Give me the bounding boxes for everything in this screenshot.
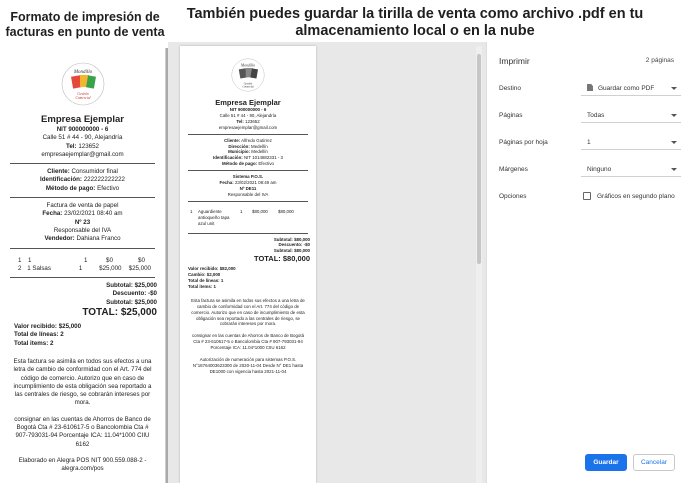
chevron-down-icon	[671, 168, 677, 171]
options-label: Opciones	[499, 193, 527, 200]
company-email: empresaejemplar@gmail.com	[218, 124, 278, 130]
page-count: 2 páginas	[645, 57, 674, 64]
payment-line: Método de pago: Efectivo	[222, 161, 274, 167]
lines-total: Total de líneas: 2	[14, 331, 64, 339]
payment-line: Método de pago: Efectivo	[45, 184, 120, 192]
chevron-down-icon	[671, 114, 677, 117]
margins-row	[499, 163, 677, 177]
print-title: Imprimir	[499, 56, 530, 66]
margins-label: Márgenes	[499, 166, 528, 173]
subtotal-line: Subtotal: $80,000	[273, 236, 310, 242]
separator	[188, 134, 308, 135]
pages-label: Páginas	[499, 112, 523, 119]
company-logo-icon	[231, 58, 265, 92]
customer-line: Cliente: Consumidor final	[47, 168, 118, 176]
discount-line: Descuento: -$0	[278, 242, 310, 248]
pages-per-sheet-select[interactable]: 1	[581, 136, 681, 150]
company-name: Empresa Ejemplar	[215, 98, 281, 107]
cancel-button[interactable]: Cancelar	[633, 454, 675, 471]
iva-responsible: Responsable del IVA	[53, 226, 112, 234]
print-settings-panel	[486, 42, 688, 483]
svg-text:Mondillo: Mondillo	[73, 70, 92, 75]
list-item: 2 1 Salsas 1 $25,000 $25,000	[18, 264, 151, 272]
margins-select[interactable]: Ninguno	[581, 163, 681, 177]
company-nit: NIT 900000000 - 6	[56, 126, 109, 133]
lines-total: Total de líneas: 1	[188, 278, 224, 284]
discount-line: Descuento: -$0	[112, 290, 157, 298]
background-graphics-checkbox[interactable]	[583, 192, 591, 200]
caption-right: También puedes guardar la tirilla de venta como archivo .pdf en tu almacenamiento local o en la nube	[186, 6, 644, 39]
footer-text: Elaborado en Alegra POS NIT 900.559.088-2 - alegra.com/pos	[18, 456, 147, 473]
company-name: Empresa Ejemplar	[41, 114, 124, 125]
chevron-down-icon	[671, 141, 677, 144]
invoice-date: Fecha: 23/02/2021 08:40 am	[42, 210, 123, 218]
invoice-number: Nº DE11	[239, 185, 257, 191]
left-receipt	[0, 48, 166, 483]
chevron-down-icon	[671, 87, 677, 90]
items-total: Total items: 2	[14, 339, 54, 347]
separator	[10, 197, 155, 198]
company-tel: Tel: 123652	[66, 142, 99, 150]
preview-scrollbar-thumb[interactable]	[477, 54, 481, 264]
destination-label: Destino	[499, 85, 522, 92]
svg-text:Comercial: Comercial	[242, 85, 254, 89]
svg-text:Comercial: Comercial	[74, 96, 91, 100]
pages-select[interactable]: Todas	[581, 109, 681, 123]
bank-text: consignar en las cuentas de Ahorros de Banco de Bogotá Cta # 23-610617-5 o Bancolombia Cta # 907-793031-94 Porcentaje ICA: 11.04*1000 CIIU 6162	[191, 333, 305, 351]
destination-row	[499, 82, 677, 96]
caption-left: Formato de impresión de facturas en punto de venta	[5, 10, 165, 39]
customer-address-line: Dirección: Medellín	[228, 143, 268, 149]
company-tel: Tel: 123652	[236, 118, 260, 124]
separator	[10, 163, 155, 164]
received-line: Valor recibido: $82,000	[188, 266, 236, 272]
company-address: Calle 51 # 44 - 90, Alejandría	[42, 134, 123, 142]
separator	[10, 277, 155, 278]
options-row	[499, 190, 677, 204]
pages-per-sheet-label: Páginas por hoja	[499, 139, 548, 146]
legal-text: Esta factura se asimila en todos sus efectos a una letra de cambio de conformidad con el Art. 774 del código de comercio. Autorizo que en caso de incumplimiento de esta obligación sea reportado a las centrales de riesgo, se cobrarán intereses por mora.	[191, 297, 305, 327]
total-line: TOTAL: $25,000	[82, 307, 157, 319]
pages-row	[499, 109, 677, 123]
seller-line: Vendedor: Dahiana Franco	[44, 235, 121, 243]
invoice-number: Nº 23	[74, 218, 91, 226]
authorization-text: Autorización de numeración para sistemas P.O.S. N°18764003623300 de 2020-11-04 Desde N° DE1 hasta DE1000 con vigencia hasta 2021-11-04	[192, 357, 304, 374]
separator	[188, 233, 308, 234]
background-graphics-label[interactable]: Gráficos en segundo plano	[597, 193, 675, 200]
company-nit: NIT 900000000 - 6	[229, 107, 267, 112]
separator	[188, 170, 308, 171]
total-line: TOTAL: $80,000	[254, 254, 310, 264]
separator	[10, 248, 155, 249]
separator	[188, 201, 308, 202]
system-title: Sistema P.O.S.	[232, 174, 264, 180]
list-item: 1 1 1 $0 $0	[18, 256, 145, 264]
company-logo-icon	[61, 62, 105, 106]
invoice-date: Fecha: 23/02/2021 08:49 am	[219, 180, 277, 186]
company-address: Calle 51 # 44 - 90, Alejandría	[219, 112, 277, 118]
received-line: Valor recibido: $25,000	[14, 323, 82, 331]
customer-city-line: Municipio: Medellín	[228, 149, 268, 155]
svg-text:Mondillo: Mondillo	[240, 63, 256, 68]
file-icon	[587, 84, 593, 91]
change-line: Cambio: $2,000	[188, 272, 221, 278]
subtotal-line: Subtotal: $80,000	[273, 248, 310, 254]
iva-responsible: Responsable del IVA	[227, 191, 269, 197]
save-button[interactable]: Guardar	[585, 454, 627, 471]
customer-line: Cliente: Alfredo Gutirrez	[224, 137, 272, 143]
subtotal-line: Subtotal: $25,000	[106, 282, 157, 290]
customer-id-line: Identificación: 222222222222	[40, 176, 125, 184]
items-list	[0, 253, 165, 274]
legal-text: Esta factura se asimila en todos sus efectos a una letra de cambio de conformidad con el Art. 774 del código de comercio. Autorizo que en caso de incumplimiento de esta obligación sea reportado a las centrales de riesgo, se cobrarán intereses por mora.	[13, 357, 152, 407]
svg-text:Gestión: Gestión	[243, 82, 253, 86]
pages-per-sheet-row	[499, 136, 677, 150]
customer-id-line: Identificación: NIT 1014882331 - 3	[213, 155, 283, 161]
subtotal-line: Subtotal: $25,000	[106, 298, 157, 306]
list-item: 1 Aguardiente antioqueño tapa azul unit 1 $80,000 $80,000	[190, 208, 294, 226]
company-email: empresaejemplar@gmail.com	[41, 150, 124, 158]
destination-select[interactable]: Guardar como PDF	[581, 82, 681, 96]
svg-text:Gestión: Gestión	[76, 92, 89, 96]
invoice-title: Factura de venta de papel	[46, 202, 119, 210]
items-total: Total items: 1	[188, 283, 216, 289]
bank-text: consignar en las cuentas de Ahorros de Banco de Bogotá Cta # 23-610617-5 o Bancolombia Cta # 907-793031-94 Porcentaje ICA: 11.04*1000 CIIU 6162	[14, 415, 151, 448]
print-preview-page	[180, 46, 316, 483]
